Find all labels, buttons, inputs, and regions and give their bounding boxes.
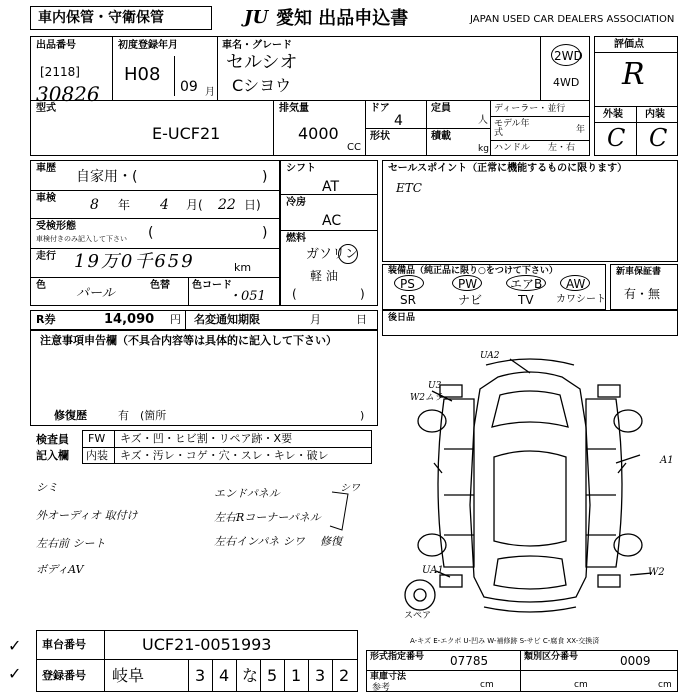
plate-digit: 3 (195, 666, 206, 685)
warranty-label: 新車保証書 (616, 267, 662, 277)
plate-digit: 3 (315, 666, 326, 685)
ac-value: AC (322, 213, 342, 229)
chassis-label: 車台番号 (42, 638, 86, 651)
color-label: 色 (36, 280, 46, 291)
shift-value: AT (322, 179, 340, 195)
import-label: ディーラー・並行 (494, 104, 566, 114)
mileage-unit: km (234, 261, 252, 274)
mark-u3: U3 (428, 381, 442, 391)
inspection-year: 8 (90, 197, 99, 213)
model-code: E-UCF21 (152, 124, 221, 143)
equipment-grid (384, 278, 604, 308)
ps-circle (394, 275, 424, 291)
handle-options: 左・右 (548, 143, 576, 153)
displacement-label: 排気量 (279, 103, 309, 114)
usage-close: ) (262, 169, 268, 185)
plate-region: 岐阜 (112, 666, 145, 685)
memo-line-7: 左右インパネ シワ (214, 535, 305, 548)
inspection-month: 4 (160, 197, 169, 213)
plate-digits (188, 659, 358, 692)
plate-digit: な (242, 666, 259, 685)
ju-logo: JU (244, 7, 269, 28)
repair-history-value: 有 (118, 409, 129, 422)
load-label: 積載 (431, 131, 451, 142)
mark-a1: A1 (660, 455, 674, 466)
recycle-label: R券 (36, 313, 56, 326)
first-reg-month: 09 (180, 79, 198, 95)
interior-grade: C (649, 124, 668, 152)
mark-ua2: UA2 (480, 351, 500, 361)
recycle-amount: 14,090 (104, 312, 155, 327)
fuel-paren: ( (292, 287, 297, 301)
plate-label: 登録番号 (42, 669, 86, 682)
after-date-label: 後日品 (388, 313, 416, 323)
lot-sub-number: [2118] (40, 65, 80, 79)
fuel-label: 燃料 (286, 233, 306, 244)
memo-area (30, 466, 378, 618)
displacement-unit: CC (347, 142, 361, 153)
plate-digit: 4 (219, 666, 230, 685)
color-code-label: 色コード (192, 280, 232, 291)
category-label: 類別区分番号 (524, 652, 579, 662)
storage-label: 車内保管・守衛保管 (38, 10, 164, 26)
plate-digit: 2 (339, 666, 350, 685)
notes-label: 注意事項申告欄（不具合内容等は具体的に記入して下さい） (40, 334, 337, 347)
memo-line-4: ボディAV (36, 563, 84, 576)
inspector-label: 検査員 (36, 433, 69, 446)
name-change-month: 月 (310, 313, 321, 326)
capacity-label: 定員 (431, 103, 451, 114)
model-year-unit: 年 (576, 125, 586, 135)
model-year-label: モデル年式 (494, 119, 530, 139)
mark-ua1: UA1 (422, 565, 444, 576)
model-label: 型式 (36, 103, 56, 114)
aw-circle (560, 275, 590, 291)
plate-digit: 1 (291, 666, 302, 685)
airbag-circle (506, 275, 546, 291)
sales-point-box (382, 160, 678, 262)
inspection-label: 車検 (36, 193, 56, 204)
memo-line-8: シワ (340, 483, 360, 494)
exterior-label: 外装 (603, 109, 623, 120)
repair-place: (箇所 (140, 409, 167, 422)
inspection-day: 22 (218, 197, 236, 213)
shift-label: シフト (286, 163, 316, 174)
equip-aw: AW (566, 277, 586, 291)
car-damage-diagram (380, 345, 680, 635)
first-reg-label: 初度登録年月 (118, 40, 178, 51)
equip-pw: PW (458, 277, 478, 291)
acceptance-note: 車検付きのみ記入して下さい (36, 235, 127, 243)
acceptance-paren: ( (148, 225, 154, 241)
lot-number-label: 出品番号 (36, 40, 76, 51)
association-name: JAPAN USED CAR DEALERS ASSOCIATION (470, 14, 675, 25)
type-cert-label: 形式指定番号 (370, 652, 425, 662)
fw-items: キズ・凹・ヒビ割・リペア跡・X要 (120, 432, 293, 445)
fuel-gasoline: ガソリン (306, 247, 359, 262)
memo-brackets (30, 466, 378, 618)
car-name-label: 車名・グレード (222, 40, 292, 51)
check-mark-1: ✓ (8, 636, 22, 655)
type-cert-number: 07785 (450, 654, 489, 668)
sales-point-label: セールスポイント（正常に機能するものに限ります） (388, 163, 628, 174)
doors: 4 (394, 113, 403, 129)
inspection-day-unit: 日) (244, 198, 261, 212)
equip-ps: PS (400, 277, 415, 291)
acceptance-close: ) (262, 225, 268, 241)
repair-close: ) (360, 409, 365, 422)
mileage: 19万0千659 (74, 251, 195, 272)
color-change-label: 色替 (150, 280, 170, 291)
capacity-unit: 人 (478, 115, 488, 126)
form-title: 愛知 出品申込書 (276, 8, 409, 29)
equip-navi: ナビ (458, 293, 483, 307)
drive-4wd: 4WD (553, 76, 580, 89)
interior-insp-label: 内装 (86, 449, 108, 462)
car-name: セルシオ (226, 52, 298, 73)
usage-value: 自家用・( (76, 169, 138, 185)
repair-history-label: 修復歴 (54, 409, 87, 422)
category-number: 0009 (620, 654, 651, 668)
car-grade: Cシヨウ (232, 76, 292, 95)
spare-tire-label: スペア (404, 611, 432, 621)
garage-dims-label: 車庫寸法 (370, 672, 407, 682)
mark-w2-rear: W2 (648, 567, 665, 578)
memo-line-2: 外オーディオ 取付け (36, 509, 138, 522)
equipment-label: 装備品（純正品に限り○をつけて下さい） (388, 266, 558, 276)
memo-line-5: エンドパネル (214, 487, 280, 500)
chassis-number: UCF21-0051993 (142, 635, 272, 654)
memo-line-3: 左右前 シート (36, 537, 106, 550)
handle-label: ハンドル (494, 143, 531, 153)
damage-legend: A-キズ E-エクボ U-凹み W-補修跡 S-サビ C-腐食 XX-交換済 (410, 637, 600, 645)
memo-line-1: シミ (36, 481, 58, 494)
lot-number: 30826 (36, 82, 100, 106)
displacement: 4000 (298, 124, 339, 143)
doors-label: ドア (370, 103, 390, 114)
equip-kawa-seat: カワシート (556, 294, 606, 305)
color-code: ・051 (228, 289, 266, 304)
equip-tv: TV (518, 293, 534, 307)
pw-circle (452, 275, 482, 291)
name-change-label: 名変通知期限 (194, 313, 260, 326)
usage-label: 車歴 (36, 163, 56, 174)
plate-digit: 5 (267, 666, 278, 685)
memo-line-9: 修復 (320, 535, 342, 548)
interior-insp-items: キズ・汚レ・コゲ・穴・スレ・キレ・破レ (120, 449, 329, 462)
interior-label: 内装 (645, 109, 665, 120)
first-reg-year: H08 (124, 64, 161, 85)
mark-w2: W2ムラ (410, 393, 443, 403)
memo-line-6: 左右Rコーナーパネル (214, 511, 321, 524)
exterior-grade: C (607, 124, 626, 152)
garage-dims-sub: 参考 (372, 683, 391, 693)
evaluation-score: R (622, 57, 645, 92)
fuel-diesel: 軽 油 (310, 269, 338, 283)
first-reg-month-unit: 月 (205, 87, 215, 98)
sales-point-value: ETC (396, 181, 422, 195)
check-mark-2: ✓ (8, 664, 22, 683)
warranty-options: 有・無 (624, 287, 661, 301)
equip-airbag: エアB (510, 277, 543, 291)
after-date-box (382, 310, 678, 336)
inspection-month-unit: 月( (186, 198, 203, 212)
color-value: パール (76, 286, 115, 301)
name-change-day: 日 (356, 313, 367, 326)
ac-label: 冷房 (286, 197, 306, 208)
evaluation-label: 評価点 (614, 39, 644, 50)
acceptance-label: 受検形態 (36, 221, 76, 232)
fuel-close: ) (360, 287, 365, 301)
inspector-entry-label: 記入欄 (36, 449, 69, 462)
dims-unit-1: cm (480, 680, 494, 690)
dims-unit-2: cm (574, 680, 588, 690)
equip-sr: SR (400, 293, 416, 307)
inspection-year-unit: 年 (118, 198, 131, 212)
drive-2wd: 2WD (554, 49, 583, 63)
fw-label: FW (88, 432, 106, 445)
mileage-label: 走行 (36, 251, 56, 262)
load-unit: kg (478, 144, 489, 154)
shape-label: 形状 (370, 131, 390, 142)
recycle-unit: 円 (170, 313, 181, 326)
dims-unit-3: cm (658, 680, 672, 690)
